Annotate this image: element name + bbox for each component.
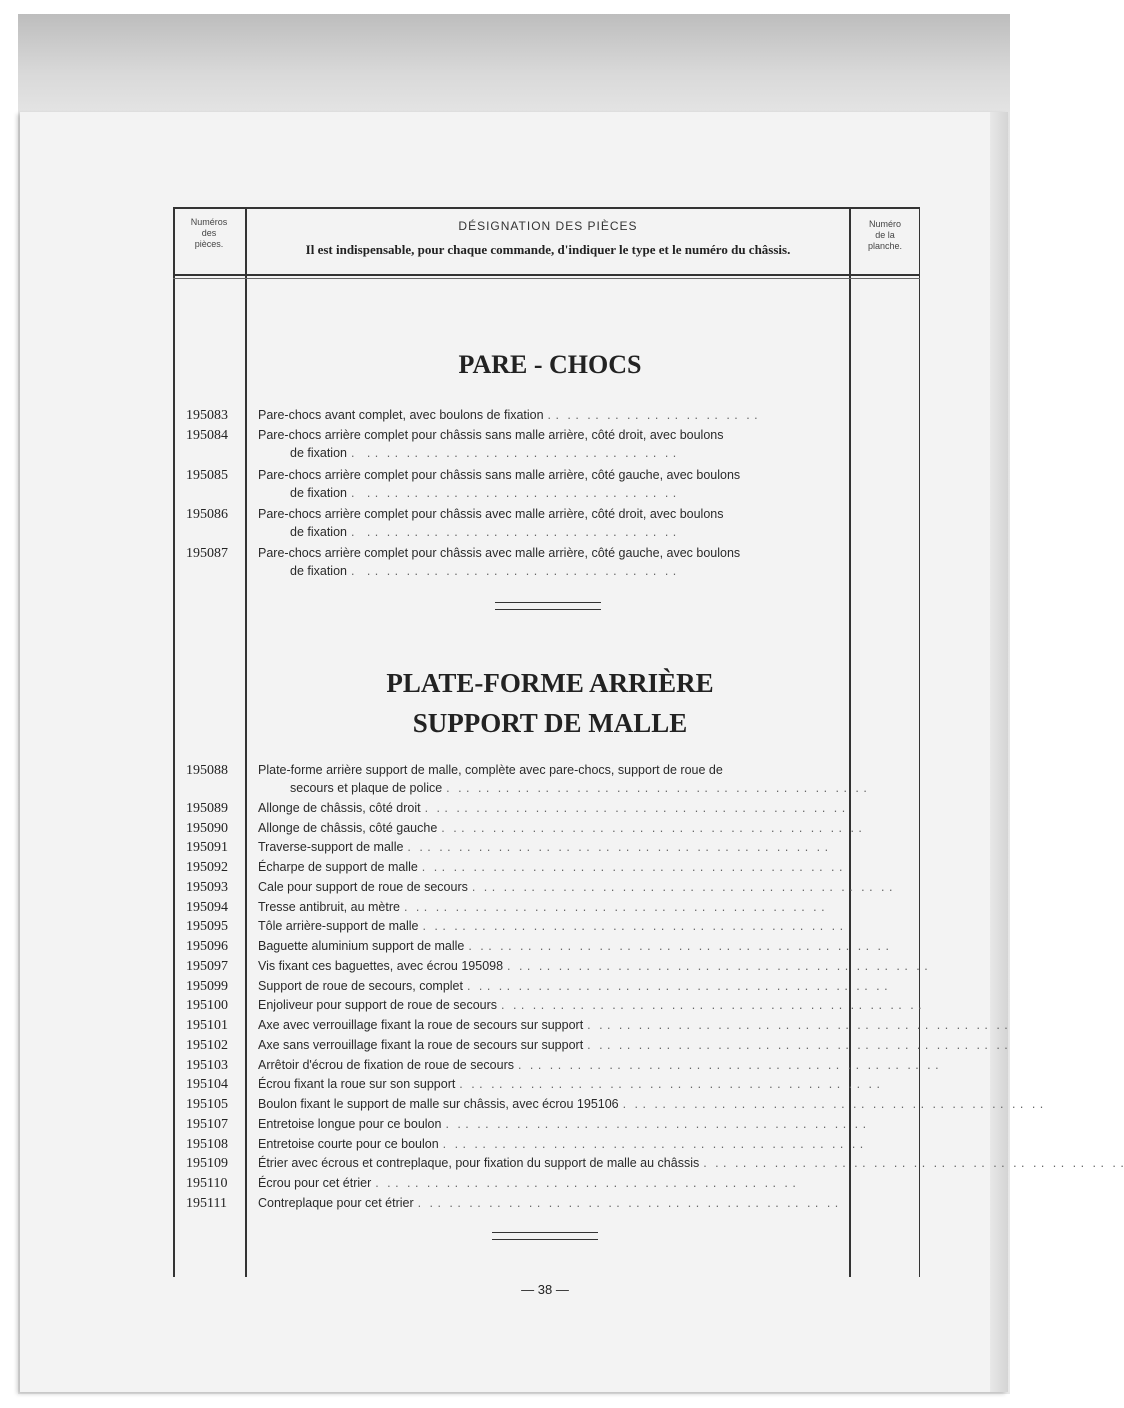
part-description-text: Tresse antibruit, au mètre xyxy=(258,899,400,914)
part-description-text: Axe sans verrouillage fixant la roue de secours sur support xyxy=(258,1037,584,1052)
leader-dots: . . . . . . . . . . . . . . . . . . . . . . . . . . . . . . . . . . . . . . . . . . . xyxy=(417,860,843,874)
column-header-numeros xyxy=(177,217,241,250)
part-description-text: Arrêtoir d'écrou de fixation de roue de secours xyxy=(258,1057,514,1072)
part-description-continued xyxy=(290,446,848,460)
part-description xyxy=(258,860,848,874)
leader-dots: . . . . . . . . . . . . . . . . . . . . . . . . . . . . . . . . . . . . . . . . . . . xyxy=(503,958,929,973)
section-title-plate-forme: PLATE-FORME ARRIÈRE xyxy=(386,668,714,698)
part-description-text: Étrier avec écrous et contreplaque, pour fixation du support de malle au châssis xyxy=(258,1156,700,1171)
order-notice: Il est indispensable, pour chaque commande, d'indiquer le type et le numéro du châssis. xyxy=(305,242,791,257)
part-description-continued xyxy=(290,781,868,795)
part-description xyxy=(258,1116,867,1131)
part-description-text: Enjoliveur pour support de roue de secours xyxy=(258,998,498,1013)
part-description xyxy=(258,820,863,835)
part-description-text: Support de roue de secours, complet xyxy=(258,978,463,993)
part-ref: 195104 xyxy=(186,1077,228,1093)
part-description-text: Pare-chocs avant complet, avec boulons de fixation xyxy=(258,408,544,422)
page-number: — 38 — xyxy=(521,1282,569,1297)
part-description xyxy=(258,1196,848,1210)
part-description-text: Allonge de châssis, côté droit xyxy=(258,800,421,815)
part-description-text: Pare-chocs arrière complet pour châssis sans malle arrière, côté droit, avec boulons xyxy=(258,428,724,442)
part-description-text: Pare-chocs arrière complet pour châssis avec malle arrière, côté droit, avec boulons xyxy=(258,507,724,521)
part-ref: 195109 xyxy=(186,1156,228,1172)
leader-dots: . . . . . . . . . . . . . . . . . . . . . . . . . . . . . . . . . xyxy=(346,525,677,539)
part-description xyxy=(258,939,890,953)
column-header-planche-line1: Numéro xyxy=(868,219,901,229)
part-description-text: Axe avec verrouillage fixant la roue de secours sur support xyxy=(258,1018,584,1032)
table-header-rule-secondary xyxy=(173,278,920,279)
part-ref: 195107 xyxy=(186,1116,228,1132)
leader-dots: . . . . . . . . . . . . . . . . . . . . . . . . . . . . . . . . . . . . . . . . . . . xyxy=(418,919,844,934)
section-title-support-de-malle: SUPPORT DE MALLE xyxy=(412,708,688,738)
leader-dots: . . . . . . . . . . . . . . . . . . . . . . . . . . . . . . . . . . . . . . . . . . . xyxy=(437,820,863,835)
part-ref: 195085 xyxy=(186,468,228,483)
part-description-text: Écrou fixant la roue sur son support xyxy=(258,1077,456,1092)
part-description xyxy=(258,428,848,442)
part-description xyxy=(258,1057,940,1072)
leader-dots: . . . . . . . . . . . . . . . . . . . . . . . . . . . . . . . . . . . . . . . . . . . xyxy=(497,998,923,1013)
part-description-text: secours et plaque de police xyxy=(290,781,443,795)
column-header-planche-line2: de la xyxy=(875,230,895,240)
part-description xyxy=(258,840,848,854)
leader-dots: . . . . . . . . . . . . . . . . . . . . . . . . . . . . . . . . . . . . . . . . . . . xyxy=(467,879,893,894)
part-ref: 195089 xyxy=(186,800,228,816)
part-description xyxy=(258,408,848,422)
part-ref: 195094 xyxy=(186,899,228,915)
part-ref: 195083 xyxy=(186,408,228,423)
part-ref: 195101 xyxy=(186,1018,228,1033)
leader-dots: . . . . . . . . . . . . . . . . . . . . . . . . . . . . . . . . . . . . . . . . . . . xyxy=(462,978,889,993)
column-header-planche xyxy=(853,219,917,252)
page-edge-shadow xyxy=(990,112,1008,1392)
part-description-continued xyxy=(290,564,848,578)
part-ref: 195099 xyxy=(186,978,228,994)
table-border-right xyxy=(919,207,921,1277)
part-description xyxy=(258,507,848,521)
part-description xyxy=(258,1077,881,1092)
part-ref: 195092 xyxy=(186,860,228,875)
column-header-numeros-line3: pièces. xyxy=(194,239,224,249)
part-description-text: Tôle arrière-support de malle xyxy=(258,919,419,934)
part-description-text: Entretoise courte pour ce boulon xyxy=(258,1136,439,1151)
part-description-text: Écrou pour cet étrier xyxy=(258,1176,372,1190)
part-ref: 195095 xyxy=(186,919,228,935)
leader-dots: . . . . . . . . . . . . . . . . . . . . . . . . . . . . . . . . . . . . . . . . . . . xyxy=(438,1136,864,1151)
section-end-ornament xyxy=(492,1232,598,1240)
part-description xyxy=(258,1156,1124,1171)
table-divider-numbers xyxy=(245,207,247,1277)
part-ref: 195088 xyxy=(186,763,228,778)
part-description xyxy=(258,1018,1009,1032)
part-description-text: Traverse-support de malle xyxy=(258,840,404,855)
part-description-text: de fixation xyxy=(290,486,347,500)
part-description-text: Plate-forme arrière support de malle, complète avec pare-chocs, support de roue de xyxy=(258,763,723,777)
part-description xyxy=(258,978,889,993)
part-description-text: Vis fixant ces baguettes, avec écrou 195098 xyxy=(258,958,504,973)
part-ref: 195100 xyxy=(186,998,228,1014)
designation-title: DÉSIGNATION DES PIÈCES xyxy=(458,219,638,233)
leader-dots: . . . . . . . . . . . . . . . . . . . . . . . . . . . . . . . . . . . . . . . . . . . xyxy=(699,1156,1124,1171)
part-ref: 195084 xyxy=(186,428,228,443)
part-ref: 195110 xyxy=(186,1176,228,1191)
part-description xyxy=(258,1097,1044,1111)
part-description-text: Baguette aluminium support de malle xyxy=(258,939,465,953)
part-ref: 195111 xyxy=(186,1195,227,1211)
part-description-text: de fixation xyxy=(290,446,347,460)
table-header-rule xyxy=(173,274,920,276)
part-description xyxy=(258,998,923,1013)
part-description xyxy=(258,1136,864,1151)
part-ref: 195093 xyxy=(186,879,228,895)
part-ref: 195090 xyxy=(186,820,228,836)
leader-dots: . . . . . . . . . . . . . . . . . . . . . . . . . . . . . . . . . . . . . . . . . . . xyxy=(420,800,846,815)
table-top-rule xyxy=(173,207,920,209)
section-title-pare-chocs: PARE - CHOCS xyxy=(458,350,642,379)
part-ref: 195091 xyxy=(186,840,228,856)
column-header-numeros-line2: des xyxy=(201,228,217,238)
table-border-left xyxy=(173,207,175,1277)
leader-dots: . . . . . . . . . . . . . . . . . . . . . . . . . . . . . . . . . xyxy=(346,486,677,500)
leader-dots: . . . . . . . . . . . . . . . . . . . . . . . . . . . . . . . . . . . . . . . . . . . xyxy=(399,899,826,914)
part-ref: 195097 xyxy=(186,958,228,974)
part-description-text: Pare-chocs arrière complet pour châssis sans malle arrière, côté gauche, avec boulons xyxy=(258,468,741,482)
leader-dots: . . . . . . . . . . . . . . . . . . . . . . . . . . . . . . . . . xyxy=(346,564,677,578)
part-description xyxy=(258,879,893,894)
leader-dots: . . . . . . . . . . . . . . . . . . . . . . . . . . . . . . . . . . . . . . . . . . . xyxy=(413,1195,839,1210)
part-description xyxy=(258,763,848,777)
leader-dots: . . . . . . . . . . . . . . . . . . . . . . . . . . . . . . . . . xyxy=(346,446,677,460)
part-description xyxy=(258,546,848,560)
part-description-text: de fixation xyxy=(290,564,347,578)
leader-dots: . . . . . . . . . . . . . . . . . . . . . . . . . . . . . . . . . . . . . . . . . . . xyxy=(371,1176,797,1190)
leader-dots: . . . . . . . . . . . . . . . . . . . . . . . . . . . . . . . . . . . . . . . . . . . xyxy=(464,939,890,953)
section-separator-ornament xyxy=(495,602,601,610)
part-description-text: Boulon fixant le support de malle sur châssis, avec écrou 195106 xyxy=(258,1097,619,1111)
leader-dots: . . . . . . . . . . . . . . . . . . . . . . . . . . . . . . . . . . . . . . . . . . . xyxy=(583,1037,1009,1052)
part-ref: 195086 xyxy=(186,507,228,522)
part-description-text: Écharpe de support de malle xyxy=(258,860,418,874)
leader-dots: . . . . . . . . . . . . . . . . . . . . . . . . . . . . . . . . . . . . . . . . . . . xyxy=(514,1057,940,1072)
leader-dots: . . . . . . . . . . . . . . . . . . . . . . . . . . . . . . . . . . . . . . . . . . . xyxy=(618,1097,1044,1111)
leader-dots: . . . . . . . . . . . . . . . . . . . . . . . . . . . . . . . . . . . . . . . . . . . xyxy=(441,1116,867,1131)
part-description xyxy=(258,468,848,482)
part-description-text: Contreplaque pour cet étrier xyxy=(258,1195,414,1210)
part-description-text: Cale pour support de roue de secours xyxy=(258,879,468,894)
part-ref: 195102 xyxy=(186,1037,228,1053)
part-description-text: Entretoise longue pour ce boulon xyxy=(258,1116,442,1131)
part-description-text: de fixation xyxy=(290,525,347,539)
leader-dots: . . . . . . . . . . . . . . . . . . . . . . . . . . . . . . . . . . . . . . . . . . . xyxy=(583,1018,1009,1032)
column-header-designation xyxy=(249,221,847,255)
part-description xyxy=(258,801,848,815)
part-description xyxy=(258,1037,1009,1052)
part-description-text: Pare-chocs arrière complet pour châssis avec malle arrière, côté gauche, avec boulons xyxy=(258,546,741,560)
part-description xyxy=(258,958,929,973)
part-description xyxy=(258,919,848,933)
part-ref: 195108 xyxy=(186,1136,228,1152)
leader-dots: . . . . . . . . . . . . . . . . . . . . . . . . . . . . . . . . . . . . . . . . . . . xyxy=(455,1077,881,1092)
leader-dots: . . . . . . . . . . . . . . . . . . . . . . . . . . . . . . . . . . . . . . . . . . . xyxy=(442,781,868,795)
column-header-numeros-line1: Numéros xyxy=(190,217,228,227)
part-ref: 195103 xyxy=(186,1057,228,1073)
part-description-continued xyxy=(290,525,848,539)
part-ref: 195087 xyxy=(186,546,228,561)
leader-dots: . . . . . . . . . . . . . . . . . . . . . . xyxy=(543,408,759,422)
part-ref: 195105 xyxy=(186,1097,228,1112)
part-description xyxy=(258,1176,848,1190)
part-description xyxy=(258,900,848,914)
part-ref: 195096 xyxy=(186,939,228,954)
column-header-planche-line3: planche. xyxy=(867,241,903,251)
part-description-text: Allonge de châssis, côté gauche xyxy=(258,820,438,835)
part-description-continued xyxy=(290,486,848,500)
leader-dots: . . . . . . . . . . . . . . . . . . . . . . . . . . . . . . . . . . . . . . . . . . . xyxy=(403,840,829,855)
